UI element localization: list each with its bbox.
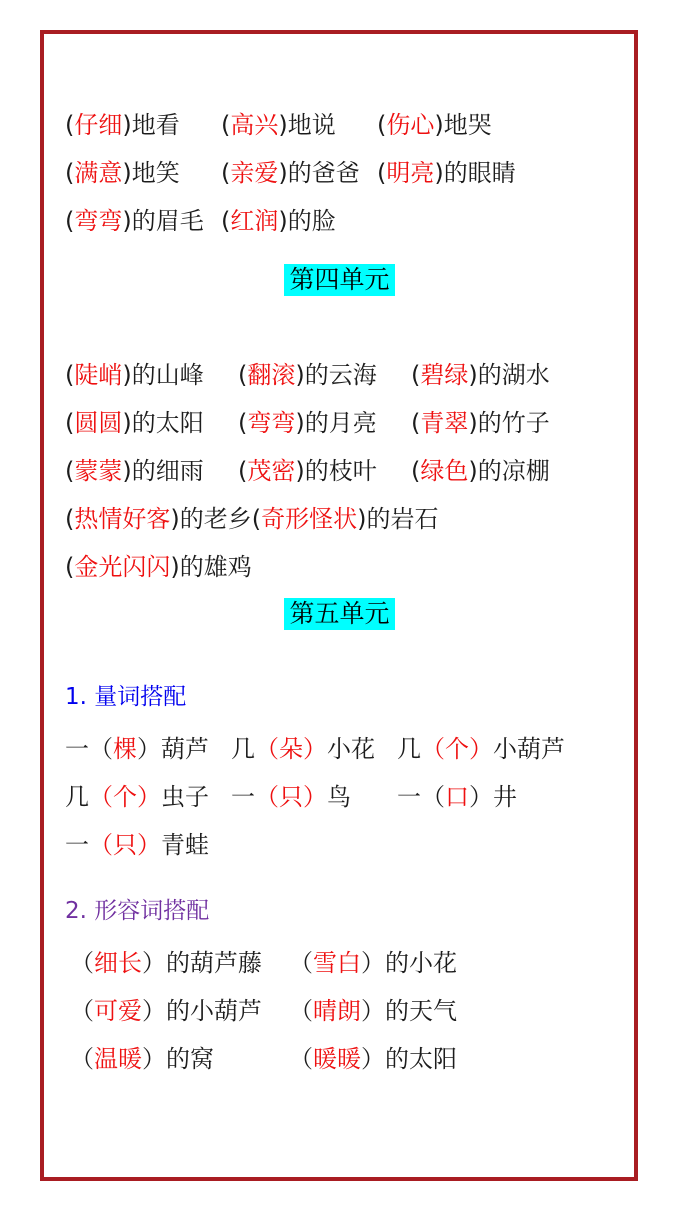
collocation-item xyxy=(397,729,565,764)
collocation-item xyxy=(377,105,533,140)
answer-word: 青翠 xyxy=(420,408,469,437)
answer-word: 弯弯 xyxy=(247,408,296,437)
collocation-text: ( xyxy=(221,206,231,235)
collocation-text: ) xyxy=(122,110,132,139)
collocation-item xyxy=(65,825,231,860)
collocation-text: （ xyxy=(70,948,94,977)
collocation-item xyxy=(65,403,238,438)
unit4-header-row xyxy=(65,264,614,298)
collocation-text: 的老乡 xyxy=(179,504,252,533)
answer-word: ） xyxy=(303,734,327,763)
collocation-text: ( xyxy=(65,456,75,485)
collocation-text: 的凉棚 xyxy=(477,456,550,485)
collocation-line xyxy=(65,936,614,984)
collocation-line xyxy=(65,98,614,146)
collocation-text: ( xyxy=(65,206,75,235)
collocation-text: 一 xyxy=(65,734,89,763)
collocation-item xyxy=(221,201,377,236)
collocation-text: ( xyxy=(377,158,387,187)
answer-word: 暖暖 xyxy=(313,1044,361,1073)
collocation-text: （ xyxy=(421,782,445,811)
collocation-text: 的月亮 xyxy=(304,408,377,437)
collocation-text: 的山峰 xyxy=(131,360,204,389)
collocation-text: ( xyxy=(65,360,75,389)
collocation-text: ) xyxy=(295,408,305,437)
unit5-header: 第五单元 xyxy=(284,598,394,630)
answer-word: 金光闪闪 xyxy=(74,552,171,581)
collocation-text: ( xyxy=(411,408,421,437)
collocation-text: （ xyxy=(289,1044,313,1073)
collocation-text: 的爸爸 xyxy=(287,158,360,187)
collocation-text: （ xyxy=(70,1044,94,1073)
collocation-text: ） xyxy=(142,948,166,977)
collocation-text: 小花 xyxy=(327,734,375,763)
answer-word: 个 xyxy=(445,734,469,763)
subsection-adjective-title: 2. 形容词搭配 xyxy=(65,898,210,924)
collocation-line xyxy=(65,722,614,770)
collocation-item xyxy=(65,355,238,390)
answer-word: 可爱 xyxy=(94,996,142,1025)
answer-word: （ xyxy=(255,782,279,811)
collocation-item xyxy=(221,153,377,188)
collocation-line xyxy=(65,770,614,818)
section-quantifier-collocations xyxy=(65,722,614,866)
collocation-text: ( xyxy=(251,504,262,533)
collocation-line xyxy=(65,396,614,444)
answer-word: 满意 xyxy=(74,158,123,187)
collocation-item xyxy=(377,153,533,188)
collocation-item xyxy=(238,355,411,390)
collocation-text: 的脸 xyxy=(287,206,336,235)
collocation-item xyxy=(411,403,584,438)
collocation-text: 一 xyxy=(397,782,421,811)
collocation-text: ) xyxy=(122,456,132,485)
answer-word: 个 xyxy=(113,782,137,811)
collocation-item xyxy=(289,1039,508,1074)
collocation-item xyxy=(70,1039,289,1074)
collocation-text: ( xyxy=(411,360,421,389)
collocation-text: 虫子 xyxy=(161,782,209,811)
section-unit4-collocations xyxy=(65,348,614,588)
answer-word: 圆圆 xyxy=(74,408,123,437)
answer-word: 弯弯 xyxy=(74,206,123,235)
collocation-text: 鸟 xyxy=(327,782,351,811)
collocation-text: ( xyxy=(65,552,75,581)
collocation-item xyxy=(70,943,289,978)
collocation-text: ) xyxy=(122,408,132,437)
answer-word: 口 xyxy=(445,782,469,811)
collocation-text: ) xyxy=(278,158,288,187)
collocation-text: 的雄鸡 xyxy=(179,552,252,581)
collocation-text: 的小葫芦 xyxy=(166,996,262,1025)
collocation-text: 的岩石 xyxy=(366,504,439,533)
collocation-text: ) xyxy=(170,552,180,581)
section-adjective-collocations xyxy=(65,936,614,1080)
collocation-text: 的云海 xyxy=(304,360,377,389)
collocation-item xyxy=(411,355,584,390)
collocation-text: 的眼睛 xyxy=(443,158,516,187)
answer-word: 只 xyxy=(113,830,137,859)
answer-word: 茂密 xyxy=(247,456,296,485)
collocation-text: ( xyxy=(238,456,248,485)
collocation-line xyxy=(65,194,614,242)
collocation-text: 一 xyxy=(65,830,89,859)
collocation-item xyxy=(252,499,439,534)
answer-word: 红润 xyxy=(230,206,279,235)
section-unit3-collocations xyxy=(65,98,614,242)
collocation-text: ( xyxy=(65,110,75,139)
collocation-text: ( xyxy=(411,456,421,485)
collocation-text: ) xyxy=(278,206,288,235)
answer-word: 蒙蒙 xyxy=(74,456,123,485)
collocation-item xyxy=(65,547,252,582)
answer-word: ） xyxy=(137,782,161,811)
collocation-text: （ xyxy=(70,996,94,1025)
collocation-text: ( xyxy=(238,360,248,389)
collocation-text: ) xyxy=(122,158,132,187)
answer-word: ） xyxy=(137,830,161,859)
collocation-text: ) xyxy=(170,504,180,533)
collocation-text: ） xyxy=(469,782,493,811)
collocation-line xyxy=(65,146,614,194)
collocation-text: 地看 xyxy=(131,110,180,139)
collocation-item xyxy=(65,153,221,188)
collocation-line xyxy=(65,540,614,588)
collocation-text: 小葫芦 xyxy=(493,734,565,763)
collocation-text: ） xyxy=(361,996,385,1025)
collocation-text: 的竹子 xyxy=(477,408,550,437)
answer-word: 碧绿 xyxy=(420,360,469,389)
answer-word: ） xyxy=(303,782,327,811)
collocation-text: ) xyxy=(295,456,305,485)
collocation-text: （ xyxy=(89,734,113,763)
collocation-text: （ xyxy=(289,996,313,1025)
collocation-text: （ xyxy=(289,948,313,977)
collocation-text: 的眉毛 xyxy=(131,206,204,235)
collocation-text: ( xyxy=(238,408,248,437)
unit5-header-row xyxy=(65,598,614,632)
collocation-text: ） xyxy=(137,734,161,763)
answer-word: 高兴 xyxy=(230,110,279,139)
collocation-line xyxy=(65,984,614,1032)
collocation-item xyxy=(65,201,221,236)
collocation-text: 的枝叶 xyxy=(304,456,377,485)
collocation-text: ( xyxy=(221,158,231,187)
collocation-text: 青蛙 xyxy=(161,830,209,859)
collocation-text: 的太阳 xyxy=(385,1044,457,1073)
collocation-text: ) xyxy=(122,360,132,389)
collocation-item xyxy=(289,991,508,1026)
collocation-text: ) xyxy=(357,504,367,533)
worksheet-document xyxy=(44,34,634,1080)
collocation-item xyxy=(411,451,584,486)
answer-word: ） xyxy=(469,734,493,763)
collocation-item xyxy=(65,451,238,486)
answer-word: 亲爱 xyxy=(230,158,279,187)
collocation-item xyxy=(221,105,377,140)
answer-word: （ xyxy=(255,734,279,763)
collocation-text: ） xyxy=(142,1044,166,1073)
answer-word: 朵 xyxy=(279,734,303,763)
collocation-item xyxy=(65,777,231,812)
collocation-text: 的太阳 xyxy=(131,408,204,437)
answer-word: 仔细 xyxy=(74,110,123,139)
page-border-frame xyxy=(40,30,638,1181)
collocation-text: ) xyxy=(278,110,288,139)
answer-word: 奇形怪状 xyxy=(261,504,358,533)
subsection-quantifier-title: 1. 量词搭配 xyxy=(65,684,187,710)
collocation-item xyxy=(238,403,411,438)
collocation-text: 的天气 xyxy=(385,996,457,1025)
collocation-text: 地哭 xyxy=(443,110,492,139)
collocation-text: 几 xyxy=(65,782,89,811)
collocation-item xyxy=(397,777,563,812)
collocation-item xyxy=(65,499,252,534)
collocation-text: ） xyxy=(142,996,166,1025)
collocation-line xyxy=(65,492,614,540)
answer-word: 棵 xyxy=(113,734,137,763)
collocation-text: ） xyxy=(361,948,385,977)
collocation-text: 的细雨 xyxy=(131,456,204,485)
collocation-text: ( xyxy=(65,504,75,533)
answer-word: （ xyxy=(421,734,445,763)
collocation-line xyxy=(65,818,614,866)
answer-word: 陡峭 xyxy=(74,360,123,389)
collocation-item xyxy=(65,729,231,764)
collocation-text: ( xyxy=(221,110,231,139)
unit4-header: 第四单元 xyxy=(284,264,394,296)
collocation-text: ) xyxy=(295,360,305,389)
collocation-text: 葫芦 xyxy=(161,734,209,763)
collocation-item xyxy=(289,943,508,978)
collocation-text: 地说 xyxy=(287,110,336,139)
collocation-text: ) xyxy=(468,408,478,437)
collocation-item xyxy=(231,729,397,764)
collocation-text: 的葫芦藤 xyxy=(166,948,262,977)
answer-word: 只 xyxy=(279,782,303,811)
answer-word: 晴朗 xyxy=(313,996,361,1025)
answer-word: 明亮 xyxy=(386,158,435,187)
collocation-text: 的湖水 xyxy=(477,360,550,389)
collocation-text: 的窝 xyxy=(166,1044,214,1073)
answer-word: （ xyxy=(89,830,113,859)
answer-word: （ xyxy=(89,782,113,811)
collocation-line xyxy=(65,444,614,492)
collocation-text: ( xyxy=(65,158,75,187)
answer-word: 细长 xyxy=(94,948,142,977)
collocation-text: 的小花 xyxy=(385,948,457,977)
collocation-text: 井 xyxy=(493,782,517,811)
collocation-item xyxy=(70,991,289,1026)
answer-word: 伤心 xyxy=(386,110,435,139)
answer-word: 温暖 xyxy=(94,1044,142,1073)
collocation-line xyxy=(65,1032,614,1080)
collocation-text: 一 xyxy=(231,782,255,811)
collocation-text: ) xyxy=(434,158,444,187)
collocation-text: 几 xyxy=(397,734,421,763)
collocation-item xyxy=(65,105,221,140)
collocation-text: ( xyxy=(377,110,387,139)
collocation-line xyxy=(65,348,614,396)
collocation-text: 地笑 xyxy=(131,158,180,187)
collocation-text: ) xyxy=(122,206,132,235)
collocation-item xyxy=(238,451,411,486)
collocation-text: ） xyxy=(361,1044,385,1073)
answer-word: 翻滚 xyxy=(247,360,296,389)
answer-word: 绿色 xyxy=(420,456,469,485)
collocation-text: 几 xyxy=(231,734,255,763)
collocation-text: ) xyxy=(468,456,478,485)
answer-word: 雪白 xyxy=(313,948,361,977)
collocation-item xyxy=(231,777,397,812)
answer-word: 热情好客 xyxy=(74,504,171,533)
collocation-text: ) xyxy=(434,110,444,139)
collocation-text: ( xyxy=(65,408,75,437)
collocation-text: ) xyxy=(468,360,478,389)
